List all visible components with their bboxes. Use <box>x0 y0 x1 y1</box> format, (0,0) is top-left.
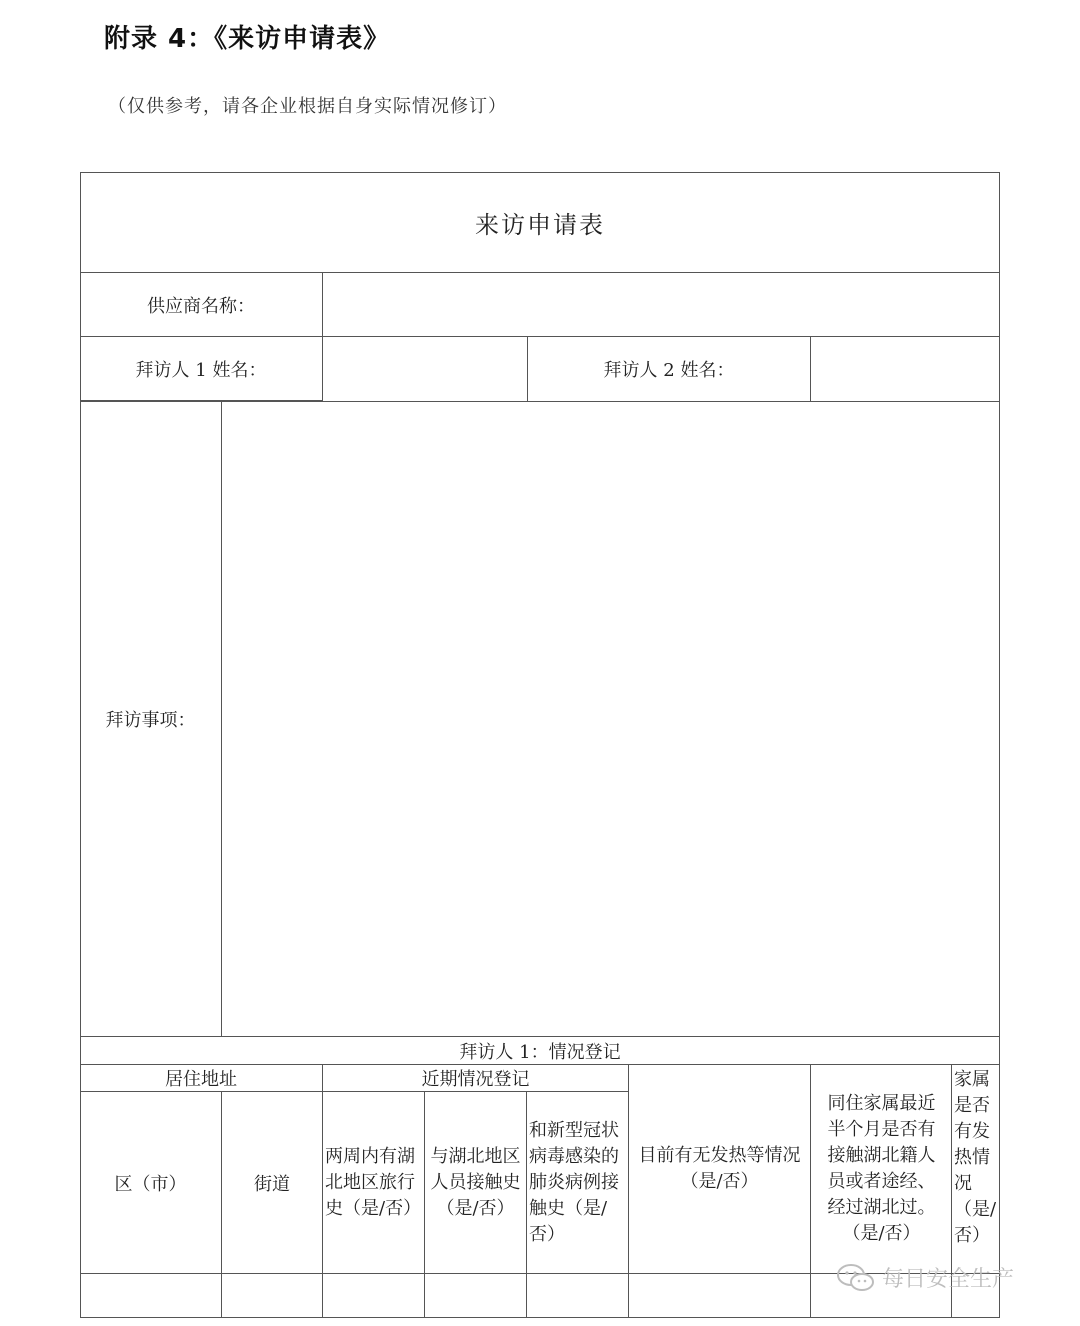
address-header: 居住地址 <box>165 1069 237 1090</box>
visitor2-name-field[interactable] <box>811 337 999 401</box>
fever-input[interactable] <box>629 1274 810 1317</box>
street-column-header: 街道 <box>254 1173 290 1195</box>
case-contact-column-header: 和新型冠状病毒感染的肺炎病例接触史（是/否） <box>529 1119 619 1245</box>
registration-title: 拜访人 1：情况登记 <box>459 1041 621 1063</box>
recent-status-header: 近期情况登记 <box>421 1069 530 1090</box>
watermark-text: 每日安全生产 <box>882 1267 1015 1292</box>
form-title: 来访申请表 <box>475 211 605 239</box>
page-heading: 附录 4：《来访申请表》 <box>104 24 391 54</box>
hubei-contact-column-header: 与湖北地区人员接触史（是/否） <box>430 1145 521 1219</box>
travel-history-input[interactable] <box>323 1274 424 1317</box>
case-contact-input[interactable] <box>527 1274 628 1317</box>
table-border-right <box>999 172 1000 1318</box>
table-border-bottom <box>80 1317 1000 1318</box>
wechat-icon <box>836 1263 876 1293</box>
fever-column-header: 目前有无发热等情况（是/否） <box>638 1145 801 1192</box>
family-contact-column-header: 同住家属最近半个月是否有接触湖北籍人员或者途经、经过湖北过。（是/否） <box>827 1093 936 1244</box>
district-input[interactable] <box>80 1274 221 1317</box>
visit-matter-field[interactable] <box>222 402 999 1036</box>
supplier-name-label: 供应商名称： <box>147 295 255 317</box>
visitor1-name-field[interactable] <box>323 337 527 401</box>
family-fever-column-header: 家属是否有发热情况（是/否） <box>954 1069 997 1246</box>
visit-matter-label: 拜访事项： <box>105 710 196 731</box>
street-input[interactable] <box>222 1274 322 1317</box>
hubei-contact-input[interactable] <box>425 1274 526 1317</box>
travel-history-column-header: 两周内有湖北地区旅行史（是/否） <box>325 1145 422 1219</box>
watermark <box>836 1262 1014 1293</box>
visitor1-name-label: 拜访人 1 姓名： <box>135 360 267 381</box>
visitor2-name-label: 拜访人 2 姓名： <box>603 360 735 381</box>
reference-note: （仅供参考，请各企业根据自身实际情况修订） <box>108 96 507 117</box>
supplier-name-field[interactable] <box>323 273 999 336</box>
district-column-header: 区（市） <box>114 1173 187 1195</box>
